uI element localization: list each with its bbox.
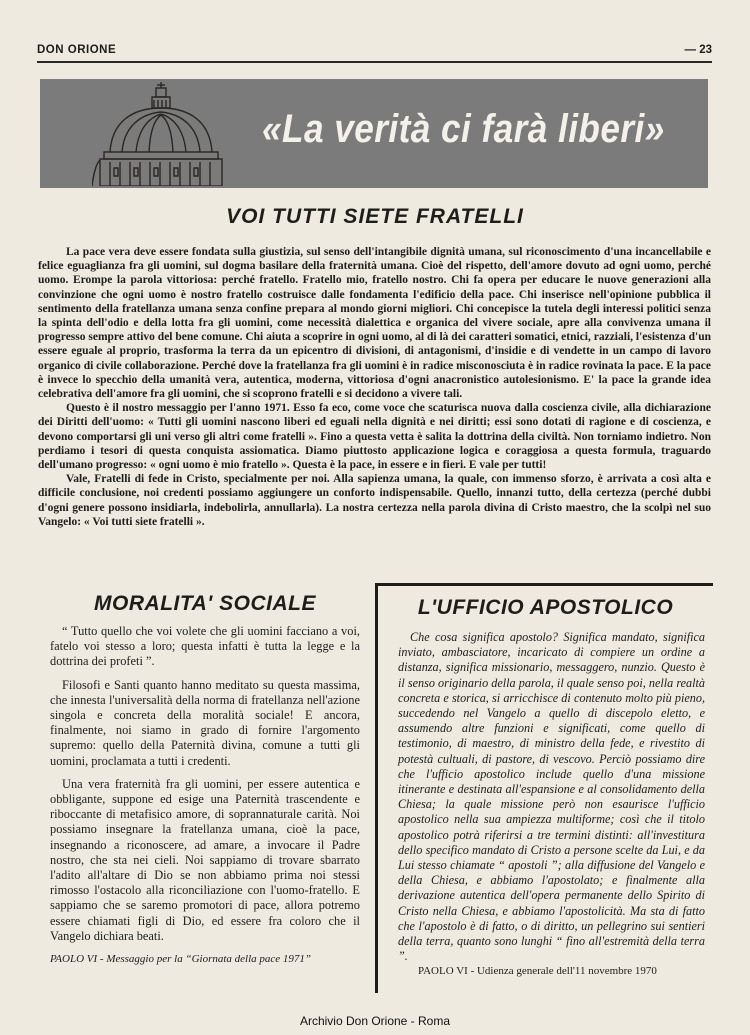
article-headline: VOI TUTTI SIETE FRATELLI — [226, 205, 524, 228]
lead-paragraph: Vale, Fratelli di fede in Cristo, specialmente per noi. Alla sapienza umana, la quale, con immenso sforzo, è arrivata a così alta e difficile conclusione, noi credenti possiamo aggiungere un conforto indispensabile. Quello, innanzi tutto, della certezza (perché dubbi d'ogni genere possono insidiarla, indebolirla, annullarla). La nostra certezza nella parola divina di Cristo maestro, che la scolpì nel suo Vangelo: « Voi tutti siete fratelli ». — [38, 473, 711, 528]
box-paragraph: Che cosa significa apostolo? Significa mandato, significa inviato, ambasciatore, incaricato di compiere un ordine a distanza, significa missionario, messaggero, nunzio. Questo è il senso originario della parola, il quale senso poi, nella realtà concreta e storica, si arricchisce di contenuto molto più pieno, succedendo nel Vangelo a quello di discepolo eletto, e assumendo altre funzioni e significati, come quello di testimonio, di maestro, di ministro della fede, e rivestito di potestà cultuali, di pastore, di vescovo. Perciò possiamo dire che l'ufficio apostolico include quello d'una missione itinerante e destinata all'espansione e al consolidamento della Chiesa; la quale missione però non esaurisce l'ufficio apostolico nella sua ampiezza multiforme; così che il titolo apostolico potrà riferirsi a tre termini distinti: all'investitura dello specifico mandato di Cristo a persone scelte da Lui, e da Lui stesso chiamate “ apostoli ”; alla diffusione del Vangelo e della Chiesa, e abbiamo l'apostolato; e finalmente alla derivazione autentica dell'opera permanente dello Spirito di Cristo nella Chiesa, e abbiamo l'apostolicità. Ma sta di fatto che l'apostolo è di fatto, o di diritto, un pellegrino sui sentieri della terra, quanto sono lunghi “ fino all'estremità della terra ”. — [398, 630, 705, 964]
column-paragraph: “ Tutto quello che voi volete che gli uomini facciano a voi, fatelo voi stesso a loro; questa infatti è tutta la legge e la dottrina dei profeti ”. — [50, 624, 360, 669]
column-signature: PAOLO VI - Messaggio per la “Giornata della pace 1971” — [50, 953, 312, 966]
lead-article — [38, 245, 711, 529]
lead-paragraph: Questo è il nostro messaggio per l'anno 1971. Esso fa eco, come voce che scaturisca nuova dalla coscienza civile, alla dichiarazione dei Diritti dell'uomo: « Tutti gli uomini nascono liberi ed eguali nella dignità e nei diritti; essi sono dotati di ragione e di coscienza, e devono comportarsi gli uni verso gli altri come fratelli ». Fino a questa vetta è salita la dottrina della civiltà. Non torniamo indietro. Non perdiamo i tesori di questa conquista assiomatica. Diamo piuttosto applicazione logica e coraggiosa a questa formula, traguardo dell'umano progresso: « ogni uomo è mio fratello ». Questa è la pace, in essere e in fieri. E vale per tutti! — [38, 402, 711, 472]
column-paragraph: Una vera fraternità fra gli uomini, per essere autentica e obbligante, suppone ed esige una Paternità trascendente e riboccante di metafisico amore, di soprannaturale carità. Noi possiamo insegnare la fratellanza umana, cioè la pace, insegnando a riconoscere, ad amare, a invocare il Padre nostro, che sta nei cieli. Noi sappiamo di trovare sbarrato l'adito all'altare di Dio se non abbiamo prima noi stessi rimosso l'ostacolo alla riconciliazione con l'uomo-fratello. E sappiamo che se saremo promotori di pace, allora potremo essere chiamati figli di Dio, ed essere fra coloro che il Vangelo dichiara beati. — [50, 776, 360, 943]
ufficio-apostolico-box — [375, 583, 713, 993]
magazine-title: DON ORIONE — [37, 44, 117, 56]
page-number: — 23 — [684, 44, 712, 56]
dome-drawing-icon — [92, 82, 242, 186]
banner-title: «La verità ci farà liberi» — [262, 107, 665, 151]
moralita-sociale-column — [50, 592, 360, 967]
header-rule — [37, 61, 712, 63]
lead-paragraph: La pace vera deve essere fondata sulla giustizia, sul senso dell'intangibile dignità umana, sul riconoscimento d'una incancellabile e felice eguaglianza fra gli uomini, sul dogma basilare della fraternità umana. Cioè del rispetto, dell'amore dovuto ad ogni uomo, perché uomo. Erompe la parola vittoriosa: perché fratello. Fratello mio, fratello nostro. Chi fa opera per educare le nuove generazioni alla convinzione che ogni uomo è nostro fratello costruisce dalle fondamenta l'edificio della pace. Chi inserisce nell'opinione pubblica il sentimento della fratellanza umana senza confine prepara al mondo giorni migliori. Chi concepisce la tutela degli interessi politici senza la spinta dell'odio e della lotta fra gli uomini, come necessità dialettica e organica del vivere sociale, apre alla convivenza umana il progresso sempre attivo del bene comune. Chi aiuta a scoprire in ogni uomo, al di là dei caratteri somatici, etnici, razziali, l'esistenza d'un essere eguale al proprio, trasforma la terra da un epicentro di divisioni, di antagonismi, d'insidie e di vendette in un campo di lavoro organico di civile collaborazione. Perché dove la fratellanza fra gli uomini è in radice misconosciuta è in radice rovinata la pace. E la pace è invece lo specchio della umanità vera, autentica, moderna, vittoriosa d'ogni anacronistico autolesionismo. E' la pace la grande idea celebrativa dell'amore fra gli uomini, che si scoprono fratelli e si decidono a vivere tali. — [38, 246, 711, 401]
running-head — [37, 44, 712, 60]
box-title: L'UFFICIO APOSTOLICO — [417, 596, 674, 619]
archive-footer: Archivio Don Orione - Roma — [299, 1014, 451, 1028]
box-signature: PAOLO VI - Udienza generale dell'11 novembre 1970 — [418, 965, 657, 978]
column-title: MORALITA' SOCIALE — [94, 592, 316, 615]
box-body — [378, 630, 713, 980]
column-body — [50, 624, 360, 967]
column-paragraph: Filosofi e Santi quanto hanno meditato su questa massima, che innesta l'universalità della norma di fratellanza nell'azione singola e concreta della moralità sociale! E ancora, finalmente, noi siamo in grado di fornire l'argomento supremo: quello della Paternità divina, comune a tutti gli uomini, proclamata a tutti i credenti. — [50, 677, 360, 768]
title-banner — [40, 79, 708, 188]
